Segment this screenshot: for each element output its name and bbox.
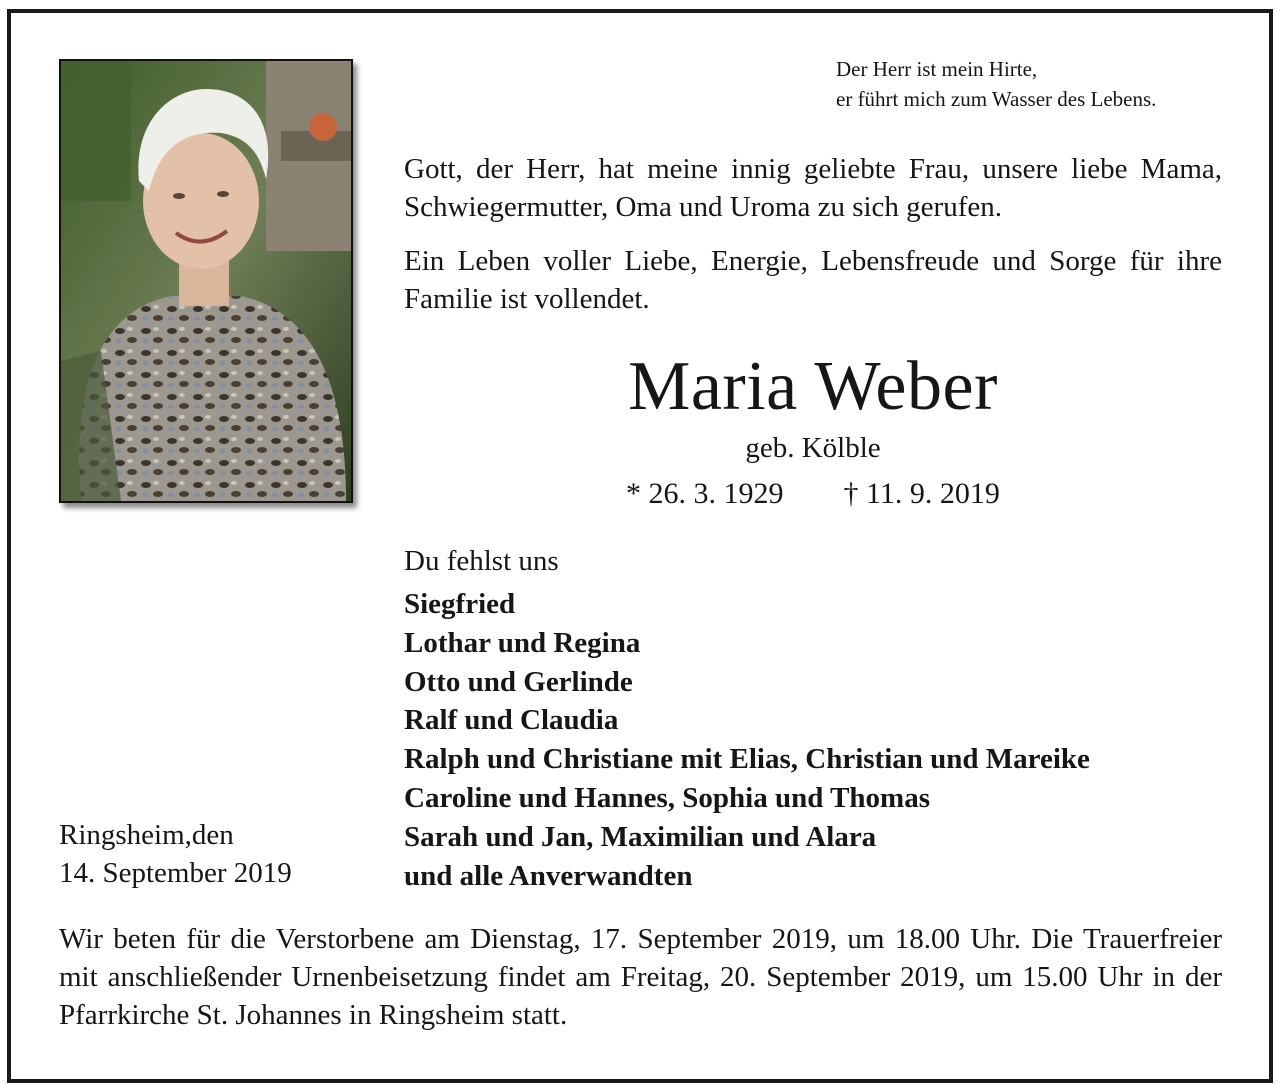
life-paragraph: Ein Leben voller Liebe, Energie, Lebensfreude und Sorge für ihre Familie ist vollendet. (404, 245, 1222, 315)
mourner-item: Ralph und Christiane mit Elias, Christian und Mareike (404, 743, 1090, 776)
place-and-date (59, 816, 292, 892)
intro-paragraph: Gott, der Herr, hat meine innig geliebte Frau, unsere liebe Mama, Schwiegermutter, Oma und Uroma zu sich gerufen. (404, 153, 1222, 223)
mourners-intro: Du fehlst uns (404, 545, 559, 577)
mourner-item: Otto und Gerlinde (404, 665, 633, 698)
mourners-list (404, 585, 1090, 895)
mourner-item: Sarah und Jan, Maximilian und Alara (404, 820, 877, 853)
portrait-photo-icon (61, 61, 351, 501)
mourner-item: Siegfried (404, 588, 516, 620)
portrait-photo (59, 59, 353, 503)
funeral-notice: Wir beten für die Verstorbene am Dienstag, 17. September 2019, um 18.00 Uhr. Die Trauerfreier mit anschließender Urnenbeisetzung findet am Freitag, 20. September 2019, um 15.00 Uhr in der Pfarrkirche St. Johannes in Ringsheim statt. (59, 923, 1222, 1031)
place-line: Ringsheim,den (59, 819, 234, 851)
mourner-item: Lothar und Regina (404, 626, 641, 659)
mourner-item: Caroline und Hannes, Sophia und Thomas (404, 781, 930, 814)
bible-verse (836, 54, 1236, 114)
bible-verse-line: Der Herr ist mein Hirte, (836, 57, 1038, 81)
bible-verse-line: er führt mich zum Wasser des Lebens. (836, 87, 1157, 111)
maiden-name: geb. Kölble (745, 432, 881, 464)
date-line: 14. September 2019 (59, 857, 292, 889)
deceased-name: Maria Weber (628, 348, 998, 425)
mourner-item: und alle Anverwandten (404, 859, 693, 892)
mourner-item: Ralf und Claudia (404, 704, 619, 737)
life-dates: * 26. 3. 1929 † 11. 9. 2019 (626, 477, 1000, 510)
